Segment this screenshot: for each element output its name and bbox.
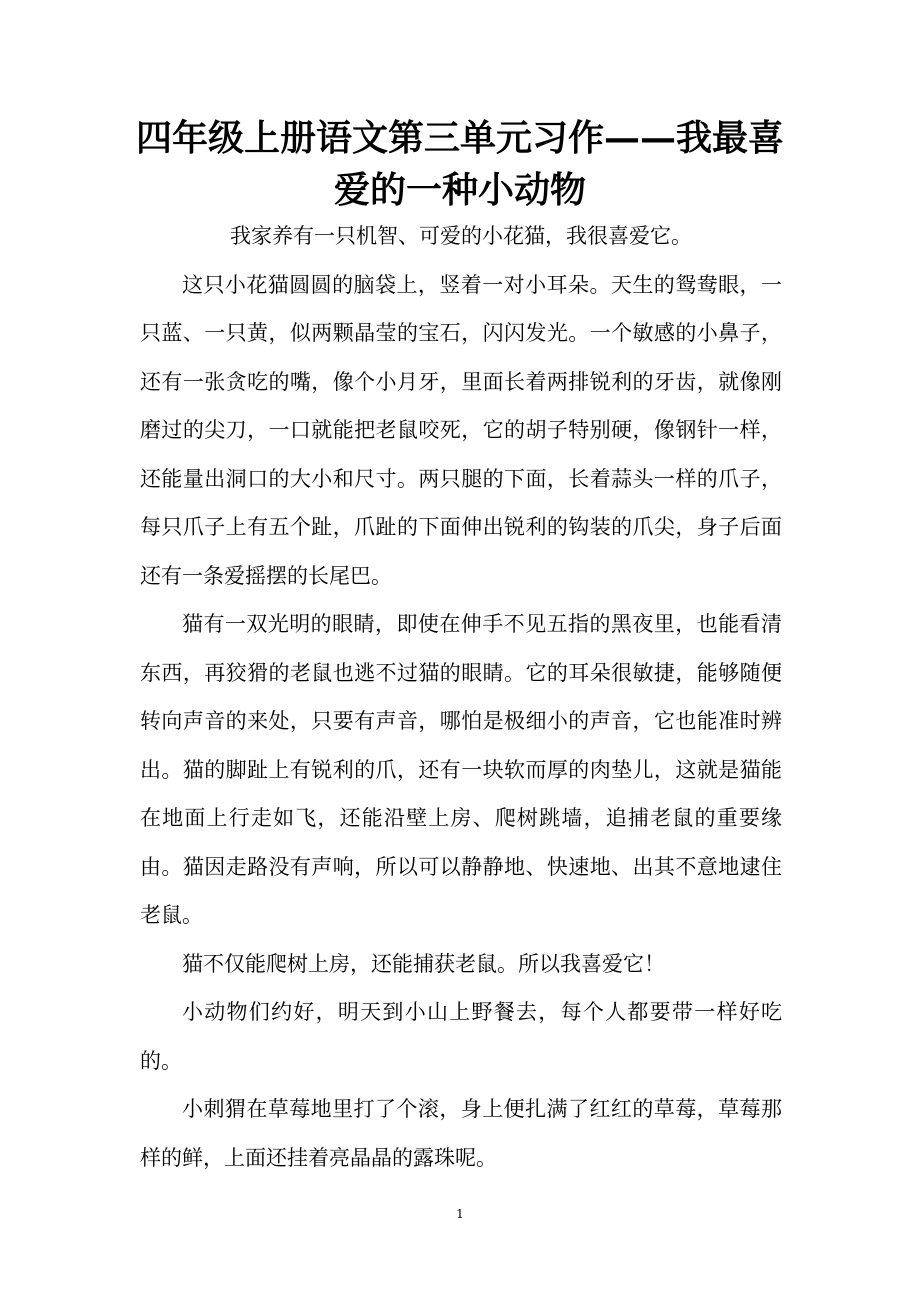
paragraph-picnic: 小动物们约好，明天到小山上野餐去，每个人都要带一样好吃的。 [140, 1000, 782, 1073]
paragraph-hedgehog: 小刺猬在草莓地里打了个滚，身上便扎满了红红的草莓，草莓那样的鲜，上面还挂着亮晶晶的露珠呢。 [140, 1097, 782, 1170]
document-title: 四年级上册语文第三单元习作——我最喜爱的一种小动物 [135, 117, 784, 211]
document-body [140, 212, 782, 1182]
paragraph-conclusion: 猫不仅能爬树上房，还能捕获老鼠。所以我喜爱它！ [182, 951, 665, 976]
paragraph-abilities: 猫有一双光明的眼睛，即使在伸手不见五指的黑夜里，也能看清东西，再狡猾的老鼠也逃不过猫的眼睛。它的耳朵很敏捷，能够随便转向声音的来处，只要有声音，哪怕是极细小的声音，它也能准时辨出。猫的脚趾上有锐利的爪，还有一块软而厚的肉垫儿，这就是猫能在地面上行走如飞，还能沿壁上房、爬树跳墙，追捕老鼠的重要缘由。猫因走路没有声响，所以可以静静地、快速地、出其不意地逮住老鼠。 [140, 612, 782, 927]
paragraph-appearance: 这只小花猫圆圆的脑袋上，竖着一对小耳朵。天生的鸳鸯眼，一只蓝、一只黄，似两颗晶莹的宝石，闪闪发光。一个敏感的小鼻子，还有一张贪吃的嘴，像个小月牙，里面长着两排锐利的牙齿，就像刚磨过的尖刀，一口就能把老鼠咬死，它的胡子特别硬，像钢针一样，还能量出洞口的大小和尺寸。两只腿的下面，长着蒜头一样的爪子，每只爪子上有五个趾，爪趾的下面伸出锐利的钩装的爪尖，身子后面还有一条爱摇摆的长尾巴。 [140, 272, 782, 588]
page-number: 1 [456, 1207, 464, 1221]
paragraph-intro: 我家养有一只机智、可爱的小花猫，我很喜爱它。 [230, 224, 692, 248]
